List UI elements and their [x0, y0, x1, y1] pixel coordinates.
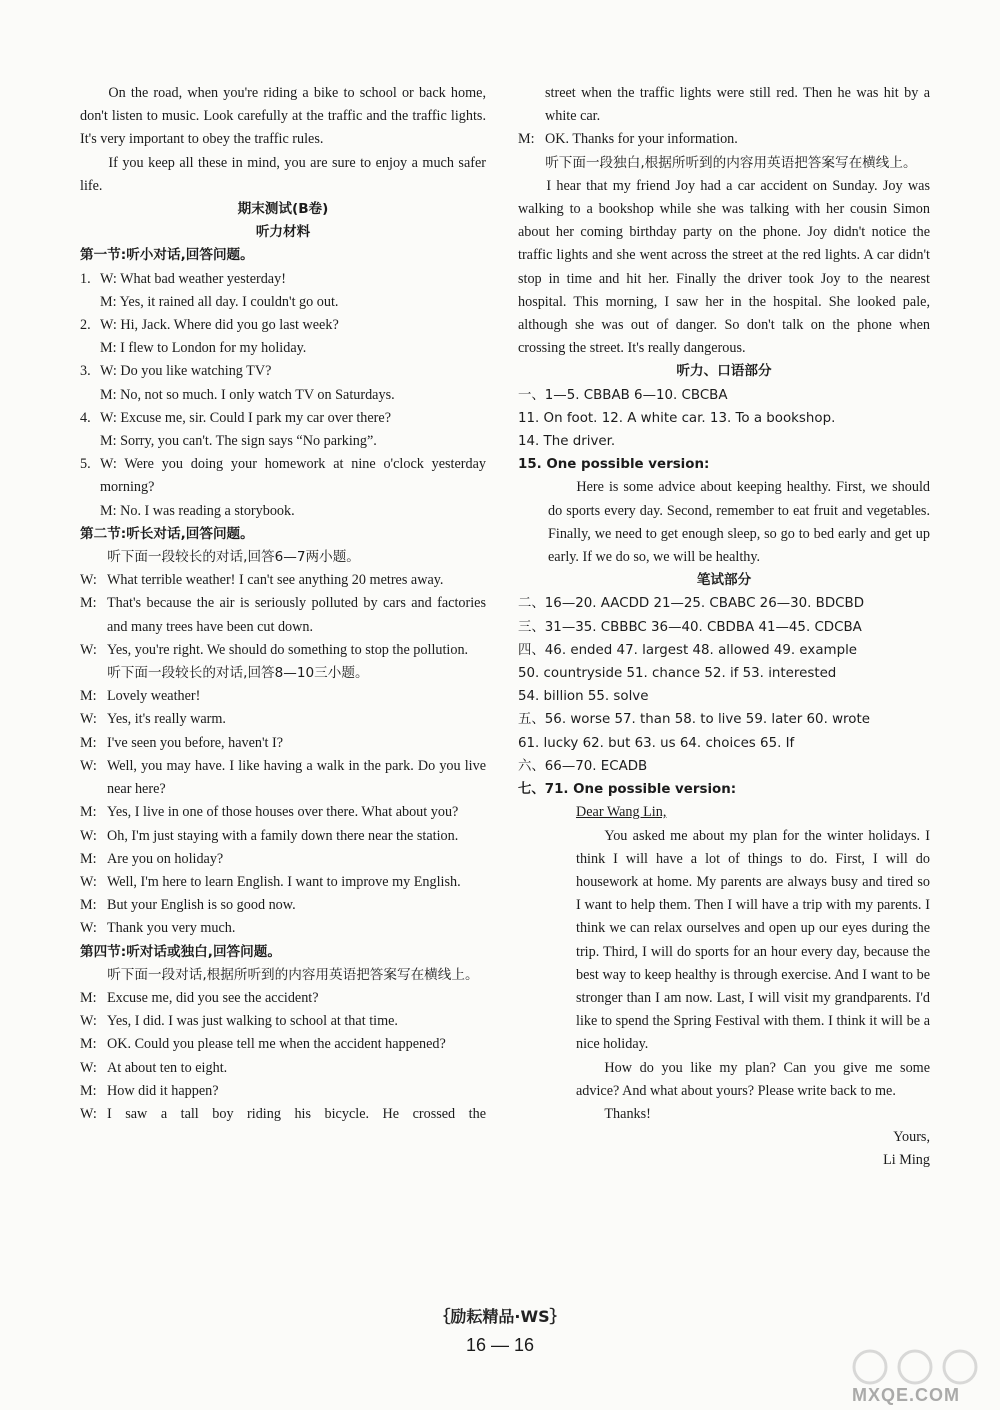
- answer-label: 15. One possible version:: [518, 457, 710, 473]
- dialog-item: 1. W: What bad weather yesterday!: [80, 270, 286, 287]
- answer-line: 六、66—70. ECADB: [518, 758, 648, 774]
- dialog-line: W: Yes, it's really warm.: [80, 711, 226, 728]
- right-column: [518, 82, 930, 1173]
- dialog-line: W: Well, you may have. I like having a walk in the park. Do you live near here?: [80, 757, 486, 798]
- section-instruction: 听下面一段独白,根据所听到的内容用英语把答案写在横线上。: [545, 154, 917, 171]
- dialog-line: W: Oh, I'm just staying with a family down there near the station.: [80, 827, 459, 844]
- answer-line: 一、1—5. CBBAB 6—10. CBCBA: [518, 387, 728, 403]
- dialog-line: M: Yes, it rained all day. I couldn't go out.: [100, 293, 339, 310]
- letter-thanks: Thanks!: [604, 1105, 651, 1122]
- dialog-line: M: But your English is so good now.: [80, 897, 296, 914]
- dialog-line: W: Thank you very much.: [80, 920, 236, 937]
- dialog-line: M: That's because the air is seriously polluted by cars and factories and many trees have been cut down.: [80, 595, 486, 635]
- dialog-line: W: I saw a tall boy riding his bicycle. He crossed the: [80, 1105, 486, 1122]
- dialog-line: W: Yes, I did. I was just walking to school at that time.: [80, 1013, 398, 1030]
- letter-closing: Yours,: [893, 1129, 930, 1146]
- answer-line: 三、31—35. CBBBC 36—40. CBDBA 41—45. CDCBA: [518, 619, 862, 635]
- watermark-text: MXQE.COM: [852, 1385, 961, 1405]
- section-instruction: 听下面一段较长的对话,回答6—7两小题。: [107, 549, 360, 566]
- answer-line: 61. lucky 62. but 63. us 64. choices 65. If: [518, 735, 795, 751]
- answer-line: 五、56. worse 57. than 58. to live 59. later 60. wrote: [518, 712, 870, 728]
- written-title: 笔试部分: [696, 572, 752, 589]
- letter-paragraph: How do you like my plan? Can you give me some advice? And what about yours? Please write back to me.: [576, 1059, 930, 1099]
- dialog-item: 2. W: Hi, Jack. Where did you go last week?: [80, 317, 339, 334]
- dialog-line: W: What terrible weather! I can't see anything 20 metres away.: [80, 572, 444, 589]
- dialog-line: M: Excuse me, did you see the accident?: [80, 989, 319, 1006]
- letter-signature: Li Ming: [883, 1152, 930, 1169]
- bracket-right: ｝: [549, 1307, 566, 1326]
- short-dialogs: [80, 268, 486, 523]
- dialog-line: W: Well, I'm here to learn English. I want to improve my English.: [80, 873, 461, 890]
- answer-label: 七、71. One possible version:: [518, 782, 737, 798]
- listening-speaking-title: 听力、口语部分: [676, 363, 772, 380]
- dialog-line: M: Are you on holiday?: [80, 850, 224, 867]
- answer-text: Here is some advice about keeping healthy. First, we should do sports every day. Second, remember to eat fruit and vegetables. Finally, we need to get enough sleep, so go to bed early and get up early. If we do so, we will be healthy.: [548, 479, 930, 566]
- listening-title: 听力材料: [255, 224, 311, 241]
- answer-line: 11. On foot. 12. A white car. 13. To a bookshop.: [518, 410, 836, 426]
- letter-paragraph: You asked me about my plan for the winter holidays. I think I will have a lot of things to do. First, I will do housework at home. My parents are always busy and tired so I want to help them. Then I will have a trip with my parents. I think we can relax ourselves and open up our eyes during the trip. Third, I will do sports for an hour every day, because the best way to keep healthy is through exercise. And I want to be stronger than I am now. Last, I will visit my grandparents. I'd like to spend the Spring Festival with them. I think it will be a nice holiday.: [576, 827, 930, 1053]
- passage-paragraph: If you keep all these in mind, you are sure to enjoy a much safer life.: [80, 154, 486, 194]
- bracket-left: ｛: [434, 1307, 451, 1326]
- section-heading: 第一节:听小对话,回答问题。: [80, 247, 254, 264]
- answer-line: 54. billion 55. solve: [518, 689, 649, 705]
- dialog-line: M: No, not so much. I only watch TV on Saturdays.: [100, 386, 395, 403]
- dialog-item: 4. W: Excuse me, sir. Could I park my car over there?: [80, 409, 392, 426]
- dialog-line: M: I've seen you before, haven't I?: [80, 734, 284, 751]
- dialog-line: M: I flew to London for my holiday.: [100, 340, 307, 357]
- dialog-line: M: No. I was reading a storybook.: [100, 502, 295, 519]
- dialog-line: M: OK. Could you please tell me when the accident happened?: [80, 1036, 446, 1053]
- dialog-line: M: OK. Thanks for your information.: [518, 131, 738, 148]
- test-title: 期末测试(B卷): [237, 201, 329, 218]
- page-number: 16 — 16: [465, 1335, 535, 1355]
- dialog-item: 3. W: Do you like watching TV?: [80, 363, 272, 380]
- dialog-line: M: How did it happen?: [80, 1082, 219, 1099]
- brand-label: ｛励耘精品·WS｝: [434, 1307, 566, 1326]
- dialog-line: M: Sorry, you can't. The sign says “No parking”.: [100, 433, 377, 450]
- answer-line: 50. countryside 51. chance 52. if 53. interested: [518, 666, 837, 682]
- dialog-line: W: At about ten to eight.: [80, 1059, 228, 1076]
- letter-salutation: Dear Wang Lin,: [576, 804, 667, 821]
- section-instruction: 听下面一段对话,根据所听到的内容用英语把答案写在横线上。: [107, 966, 479, 983]
- left-column: [80, 82, 486, 1126]
- dialog-item: 5. W: Were you doing your homework at nine o'clock yesterday morning?: [80, 456, 486, 496]
- dialog-line: W: Yes, you're right. We should do something to stop the pollution.: [80, 641, 469, 658]
- answer-line: 14. The driver.: [518, 434, 616, 450]
- monologue-text: I hear that my friend Joy had a car accident on Sunday. Joy was walking to a bookshop while she was talking with her cousin Simon about her coming birthday party on the phone. Joy didn't notice the traffic lights and she went across the street at the red lights. A car didn't stop in time and hit her. Finally the driver took Joy to the nearest hospital. This morning, I saw her in the hospital. She looked pale, although she was out of danger. So don't talk on the phone when crossing the street. It's really dangerous.: [518, 177, 930, 357]
- dialog-line: M: Yes, I live in one of those houses over there. What about you?: [80, 804, 459, 821]
- section-instruction: 听下面一段较长的对话,回答8—10三小题。: [107, 665, 369, 682]
- dialog-line: M: Lovely weather!: [80, 688, 201, 705]
- section-heading: 第四节:听对话或独白,回答问题。: [80, 943, 281, 960]
- passage-paragraph: On the road, when you're riding a bike to school or back home, don't listen to music. Look carefully at the traffic and the traffic lights. It's very important to obey the traffic rules.: [80, 85, 486, 148]
- answer-line: 二、16—20. AACDD 21—25. CBABC 26—30. BDCBD: [518, 596, 865, 612]
- answer-line: 四、46. ended 47. largest 48. allowed 49. example: [518, 642, 858, 658]
- section-heading: 第二节:听长对话,回答问题。: [80, 525, 254, 542]
- dialog-continuation: street when the traffic lights were still red. Then he was hit by a white car.: [545, 85, 930, 125]
